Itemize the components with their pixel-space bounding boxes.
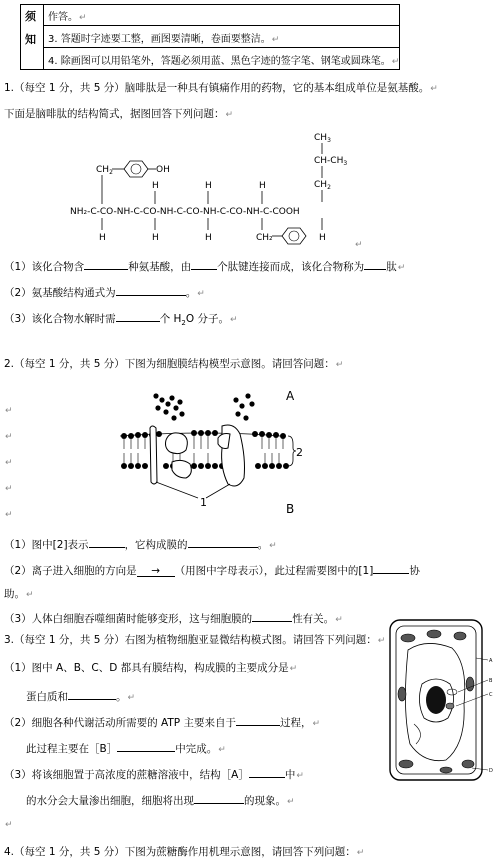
notice-label-1: 须 (25, 10, 36, 23)
cell-label-A: A (489, 658, 493, 664)
formula-ch2-left: $CH_2$ (96, 165, 113, 176)
cell-label-B: B (489, 678, 493, 684)
q3-sub-1-cont: 蛋白质和 。↵ (26, 688, 135, 704)
cell-membrane-diagram (110, 378, 310, 518)
membrane-protein (150, 425, 245, 486)
label-A: A (286, 389, 295, 403)
blank-line-mark: ↵ (5, 458, 13, 468)
benzene-ring-icon (282, 228, 306, 244)
q4-stem: 4.（每空 1 分，共 5 分）下图为蔗糖酶作用机理示意图，请回答下列问题：↵ (4, 846, 365, 858)
phospholipid-bilayer (121, 430, 289, 469)
q3-sub-3-cont: 的水分会大量渗出细胞，细胞将出现 的现象。↵ (26, 792, 295, 808)
q1-stem-2: 下面是脑啡肽的结构简式，据图回答下列问题：↵ (4, 108, 234, 120)
formula-ch2-right: $CH_2$ (314, 180, 331, 191)
blank-line-mark: ↵ (5, 406, 13, 416)
cell-label-C: C (489, 692, 493, 698)
notice-divider (43, 25, 399, 26)
label-1: 1 (200, 496, 207, 509)
formula-h-upper: H (152, 181, 159, 191)
formula-h-lower: H (205, 233, 212, 243)
q3-sub-2: （2）细胞各种代谢活动所需要的 ATP 主要来自于 过程，↵ (4, 714, 320, 730)
label-2: 2 (296, 446, 303, 459)
formula-oh: OH (156, 165, 170, 175)
q3-sub-1: （1）图中 A、B、C、D 都具有膜结构，构成膜的主要成分是↵ (4, 662, 298, 674)
plant-cell-diagram (386, 614, 496, 790)
formula-ch2-bottom: CH₂ (256, 233, 273, 243)
formula-h-lower: H (99, 233, 106, 243)
q2-sub-1: （1）图中[2]表示 ，它构成膜的 。↵ (4, 536, 277, 552)
formula-ch-ch3: $CH-CH_3$ (314, 156, 348, 167)
notice-label-2: 知 (25, 33, 36, 46)
q2-sub-2-cont: 助。↵ (4, 588, 34, 600)
notice-box (20, 4, 400, 70)
cell-label-D: D (489, 768, 493, 774)
nucleus (426, 686, 446, 714)
q2-stem: 2.（每空 1 分，共 5 分）下图为细胞膜结构模型示意图。请回答问题：↵ (4, 358, 344, 370)
formula-h-upper: H (259, 181, 266, 191)
q3-sub-2-cont: 此过程主要在［B］ 中完成。↵ (26, 740, 226, 756)
q2-sub-2: （2）离子进入细胞的方向是 → （用图中字母表示），此过程需要图中的[1] 协 (4, 562, 420, 578)
q1-formula-mark: ↵ (355, 240, 363, 250)
blank-line-mark: ↵ (5, 484, 13, 494)
notice-label-cell (21, 5, 44, 69)
notice-row-4: 4. 除画图可以用铅笔外，答题必须用蓝、黑色字迹的签字笔、钢笔或圆珠笔。↵ (48, 56, 400, 67)
q3-sub-3: （3）将该细胞置于高浓度的蔗糖溶液中，结构［A］ 中↵ (4, 766, 304, 782)
enkephalin-structural-formula (60, 126, 400, 248)
formula-main-chain: NH₂-C-CO-NH-C-CO-NH-C-CO-NH-C-CO-NH-C-COOH (70, 207, 300, 217)
q1-sub-2: （2）氨基酸结构通式为 。↵ (4, 284, 205, 300)
formula-h-upper: H (205, 181, 212, 191)
q1-stem-1: 1.（每空 1 分，共 5 分）脑啡肽是一种具有镇痛作用的药物，它的基本组成单位是氨基酸。↵ (4, 82, 438, 94)
blank-line-mark: ↵ (5, 510, 13, 520)
notice-row-0: 作答。↵ (48, 12, 87, 23)
q2-sub-3: （3）人体白细胞吞噬细菌时能够变形，这与细胞膜的 性有关。↵ (4, 610, 343, 626)
label-B: B (286, 502, 295, 516)
blank-line-mark: ↵ (5, 820, 13, 830)
blank-line-mark: ↵ (5, 432, 13, 442)
notice-row-3: 3. 答题时字迹要工整，画图要清晰，卷面要整洁。↵ (48, 34, 280, 45)
q1-sub-3: （3）该化合物水解时需 个 $H_2O$ 分子。↵ (4, 310, 238, 327)
notice-divider (43, 47, 399, 48)
q3-stem: 3.（每空 1 分，共 5 分）右图为植物细胞亚显微结构模式图。请回答下列问题：↵ (4, 634, 386, 646)
formula-ch3-top: $CH_3$ (314, 133, 331, 144)
benzene-ring-icon (124, 161, 148, 177)
q1-sub-1: （1）该化合物含 种氨基酸，由 个肽键连接而成，该化合物称为 肽↵ (4, 258, 405, 274)
formula-h-lower: H (152, 233, 159, 243)
formula-h-lower: H (319, 233, 326, 243)
